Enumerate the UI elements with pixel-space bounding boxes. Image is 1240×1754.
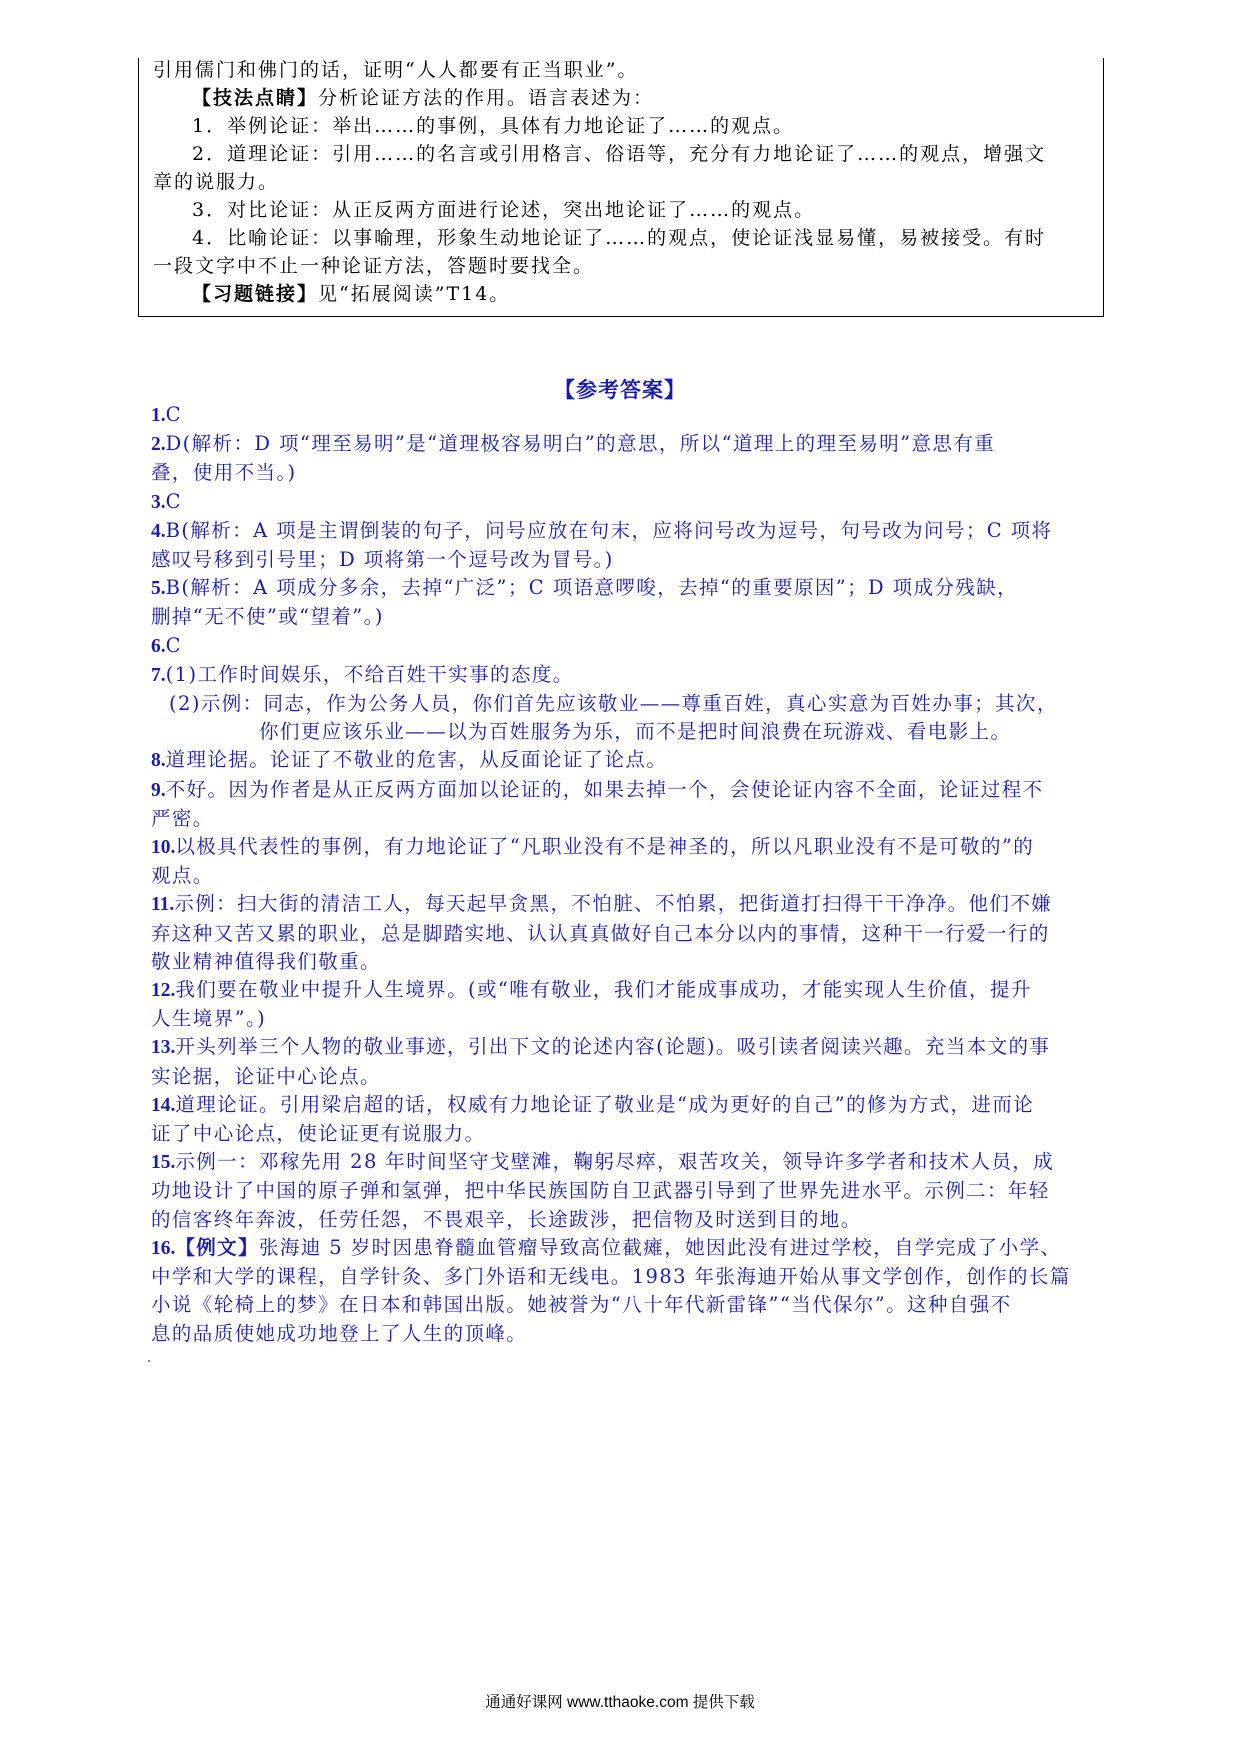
answer-12 bbox=[151, 1033, 1099, 1090]
answer-4 bbox=[151, 574, 1099, 631]
answer-number: 11. bbox=[151, 894, 175, 916]
answer-number: 8. bbox=[151, 750, 166, 772]
method-reason-a: 2．道理论证：引用……的名言或引用格言、俗语等，充分有力地论证了……的观点，增强文 bbox=[192, 143, 1047, 165]
answer-text: D(解析：D 项“理至易明”是“道理极容易明白”的意思，所以“道理上的理至易明”意思有重 bbox=[165, 432, 996, 456]
answer-13 bbox=[151, 1091, 1099, 1148]
method-reason-b: 章的说服力。 bbox=[153, 171, 280, 193]
answer-text: 我们要在敬业中提升人生境界。(或“唯有敬业，我们才能成事成功，才能实现人生价值，提升 bbox=[175, 978, 1032, 1002]
example-label: 【例文】 bbox=[175, 1235, 259, 1259]
answer-number: 1. bbox=[151, 405, 166, 426]
answer-16-line: 小说《轮椅上的梦》在日本和韩国出版。她被誉为“八十年代新雷锋”“当代保尔”。这种自强不 bbox=[151, 1293, 1012, 1317]
answer-16-line: 息的品质使她成功地登上了人生的顶峰。 bbox=[151, 1321, 528, 1345]
answers-heading: 【参考答案】 bbox=[554, 378, 686, 402]
answer-number: 15. bbox=[151, 1152, 176, 1174]
answer-16 bbox=[151, 1234, 1099, 1348]
answer-text: 道理论证。引用梁启超的话，权威有力地论证了敬业是“成为更好的自己”的修为方式，进而论 bbox=[175, 1092, 1035, 1116]
answer-number: 13. bbox=[151, 1037, 176, 1059]
answer-7-sub2: (2)示例：同志，作为公务人员，你们首先应该敬业——尊重百姓，真心实意为百姓办事；其次， bbox=[169, 692, 1058, 716]
answer-text: 道理论据。论证了不敬业的危害，从反面论证了论点。 bbox=[165, 748, 668, 772]
stray-mark bbox=[148, 1360, 150, 1362]
answer-number: 14. bbox=[151, 1094, 176, 1116]
answer-10 bbox=[151, 890, 1099, 976]
answer-text: 示例一：邓稼先用 28 年时间坚守戈壁滩，鞠躬尽瘁，艰苦攻关，领导许多学者和技术人员，成 bbox=[175, 1150, 1055, 1174]
answer-text: 开头列举三个人物的敬业事迹，引出下文的论述内容(论题)。吸引读者阅读兴趣。充当本文的事 bbox=[175, 1035, 1051, 1059]
answer-number: 5. bbox=[151, 578, 166, 600]
answer-number: 9. bbox=[151, 779, 166, 801]
answer-3 bbox=[151, 517, 1099, 574]
answer-text: 删掉“无不使”或“望着”。) bbox=[151, 605, 384, 629]
answer-16-line: 中学和大学的课程，自学针灸、多门外语和无线电。1983 年张海迪开始从事文学创作，创作的长篇 bbox=[151, 1265, 1071, 1289]
method-example: 1．举例论证：举出……的事例，具体有力地论证了……的观点。 bbox=[192, 115, 795, 137]
answer-16-line: 张海迪 5 岁时因患脊髓血管瘤导致高位截瘫，她因此没有进过学校，自学完成了小学、 bbox=[258, 1235, 1062, 1259]
page-footer: 通通好课网 www.tthaoke.com 提供下载 bbox=[485, 1694, 755, 1711]
method-tips-box bbox=[138, 58, 1104, 317]
answer-text: 不好。因为作者是从正反两方面加以论证的，如果去掉一个，会使论证内容不全面，论证过程不 bbox=[165, 777, 1044, 801]
answer-9 bbox=[151, 833, 1099, 890]
answer-text: C bbox=[165, 403, 182, 426]
answer-text: C bbox=[165, 489, 182, 513]
answer-text: 人生境界”。) bbox=[151, 1007, 267, 1031]
tip-label: 【技法点睛】 bbox=[192, 87, 319, 109]
answer-7-sub2-cont: 你们更应该乐业——以为百姓服务为乐，而不是把时间浪费在玩游戏、看电影上。 bbox=[259, 720, 1012, 744]
answer-8 bbox=[151, 776, 1099, 833]
answer-number: 4. bbox=[151, 520, 166, 542]
answer-number: 3. bbox=[151, 491, 166, 513]
answer-text: 示例：扫大街的清洁工人，每天起早贪黑，不怕脏、不怕累，把街道打扫得干干净净。他们不嫌 bbox=[174, 892, 1053, 916]
answer-number: 16. bbox=[151, 1237, 176, 1259]
box-line: 引用儒门和佛门的话，证明“人人都要有正当职业”。 bbox=[153, 59, 639, 81]
answer-text: 以极具代表性的事例，有力地论证了“凡职业没有不是神圣的，所以凡职业没有不是可敬的”的 bbox=[175, 835, 1035, 859]
answer-number: 6. bbox=[151, 635, 166, 657]
answer-text: 敬业精神值得我们敬重。 bbox=[151, 949, 381, 973]
answer-6 bbox=[151, 661, 1099, 690]
link-text: 见“拓展阅读”T14。 bbox=[318, 283, 511, 305]
answer-text: C bbox=[165, 633, 182, 657]
answer-text: 观点。 bbox=[151, 864, 214, 888]
answer-text: 证了中心论点，使论证更有说服力。 bbox=[151, 1122, 486, 1146]
answer-1 bbox=[151, 430, 1099, 487]
answer-text: 功地设计了中国的原子弹和氢弹，把中华民族国防自卫武器引导到了世界先进水平。示例二：年轻 bbox=[151, 1179, 1050, 1203]
answer-text: 感叹号移到引号里；D 项将第一个逗号改为冒号。) bbox=[151, 548, 614, 572]
answer-text: 的信客终年奔波，任劳任怨，不畏艰辛，长途跋涉，把信物及时送到目的地。 bbox=[151, 1207, 862, 1231]
tip-text: 分析论证方法的作用。语言表述为： bbox=[318, 87, 655, 109]
answer-text: (1)工作时间娱乐，不给百姓干实事的态度。 bbox=[165, 662, 574, 686]
answer-11 bbox=[151, 976, 1099, 1033]
answer-text: B(解析：A 项是主谓倒装的句子，问号应放在句末，应将问号改为逗号，句号改为问号；C 项将 bbox=[165, 518, 1053, 542]
answer-text: 严密。 bbox=[151, 806, 214, 830]
method-contrast: 3．对比论证：从正反两方面进行论述，突出地论证了……的观点。 bbox=[192, 199, 816, 221]
answer-2 bbox=[151, 488, 1099, 517]
answer-text: 弃这种又苦又累的职业，总是脚踏实地、认认真真做好自己本分以内的事情，这种干一行爱一行的 bbox=[151, 921, 1050, 945]
link-label: 【习题链接】 bbox=[192, 283, 319, 305]
answer-list bbox=[151, 401, 1099, 1348]
answer-number: 12. bbox=[151, 980, 176, 1002]
answer-text: 实论据，论证中心论点。 bbox=[151, 1064, 381, 1088]
method-metaphor-a: 4．比喻论证：以事喻理，形象生动地论证了……的观点，使论证浅显易懂，易被接受。有时 bbox=[192, 227, 1047, 249]
answer-number: 2. bbox=[151, 434, 166, 456]
answer-number: 7. bbox=[151, 664, 166, 686]
answer-text: 叠，使用不当。) bbox=[151, 461, 297, 485]
exercise-link-line bbox=[153, 280, 1091, 308]
answer-number: 10. bbox=[151, 837, 176, 859]
answer-5 bbox=[151, 632, 1099, 661]
answer-text: B(解析：A 项成分多余，去掉“广泛”；C 项语意啰唆，去掉“的重要原因”；D 项成分残缺， bbox=[165, 576, 1019, 600]
method-metaphor-b: 一段文字中不止一种论证方法，答题时要找全。 bbox=[153, 255, 595, 277]
answer-0 bbox=[151, 401, 1099, 430]
answer-7 bbox=[151, 746, 1099, 775]
answer-14 bbox=[151, 1148, 1099, 1234]
tip-line bbox=[153, 84, 1091, 112]
